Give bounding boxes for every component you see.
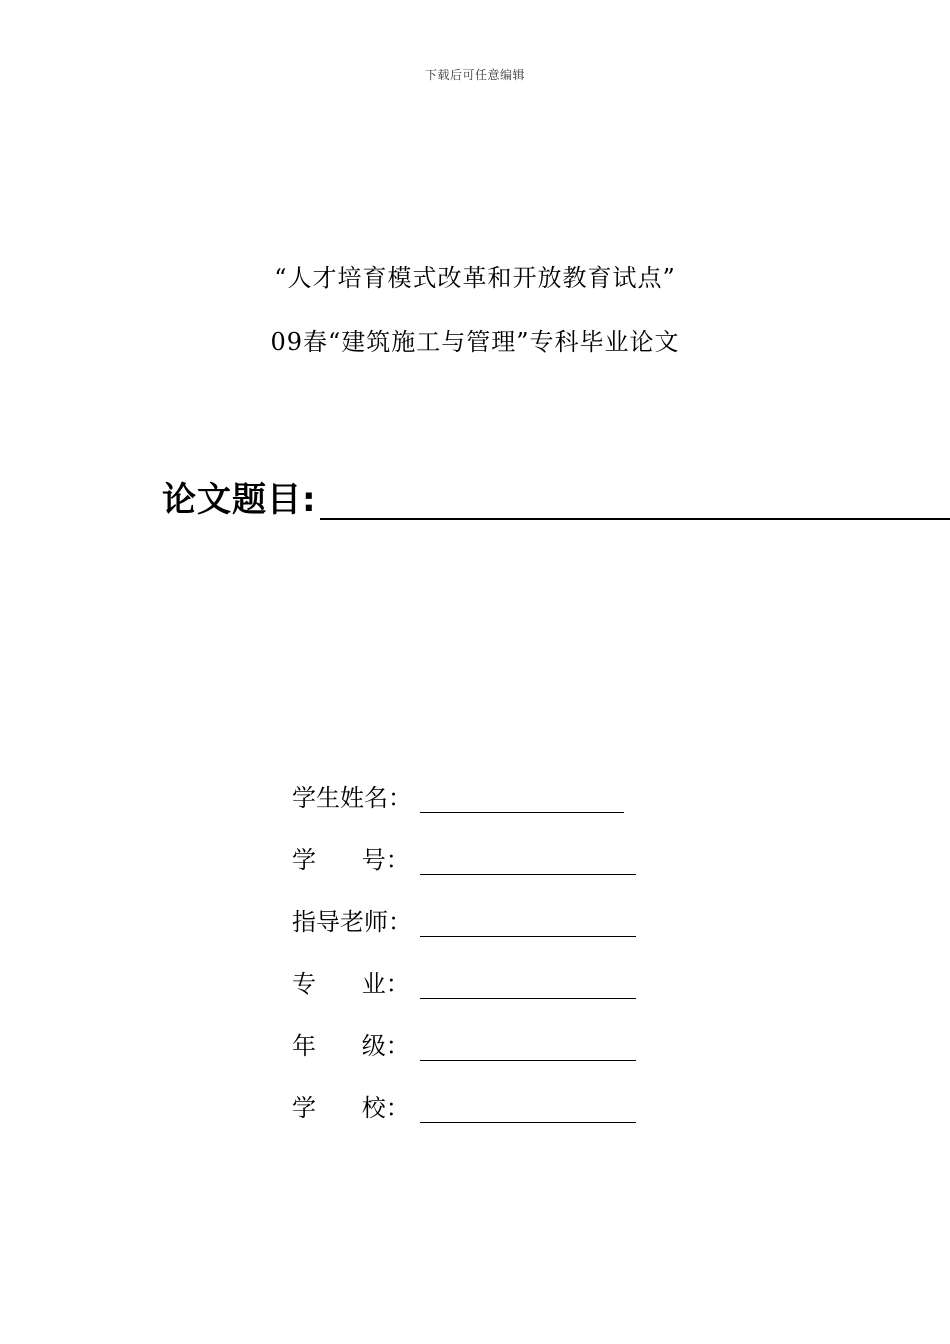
header-note: 下载后可任意编辑 <box>424 68 525 82</box>
grade-label: 年 级： <box>292 1032 410 1060</box>
major-label: 专 业： <box>292 970 410 998</box>
student-id-label: 学 号： <box>292 846 410 874</box>
school-row <box>292 1090 652 1152</box>
thesis-topic-blank[interactable] <box>320 518 950 520</box>
advisor-blank[interactable] <box>420 936 636 937</box>
program-title: “人才培育模式改革和开放教育试点” <box>274 264 676 292</box>
major-blank[interactable] <box>420 998 636 999</box>
school-blank[interactable] <box>420 1122 636 1123</box>
advisor-row <box>292 904 652 966</box>
thesis-topic-label: 论文题目: <box>162 480 317 520</box>
student-id-row <box>292 842 652 904</box>
advisor-label: 指导老师： <box>292 908 412 936</box>
major-row <box>292 966 652 1028</box>
student-name-label: 学生姓名： <box>292 784 412 812</box>
student-name-row <box>292 780 652 842</box>
grade-blank[interactable] <box>420 1060 636 1061</box>
thesis-topic-row <box>162 478 822 528</box>
student-name-blank[interactable] <box>420 812 624 813</box>
student-id-blank[interactable] <box>420 874 636 875</box>
thesis-type-title: 09春“建筑施工与管理”专科毕业论文 <box>270 328 680 356</box>
school-label: 学 校： <box>292 1094 410 1122</box>
student-info-block <box>292 780 652 1152</box>
grade-row <box>292 1028 652 1090</box>
